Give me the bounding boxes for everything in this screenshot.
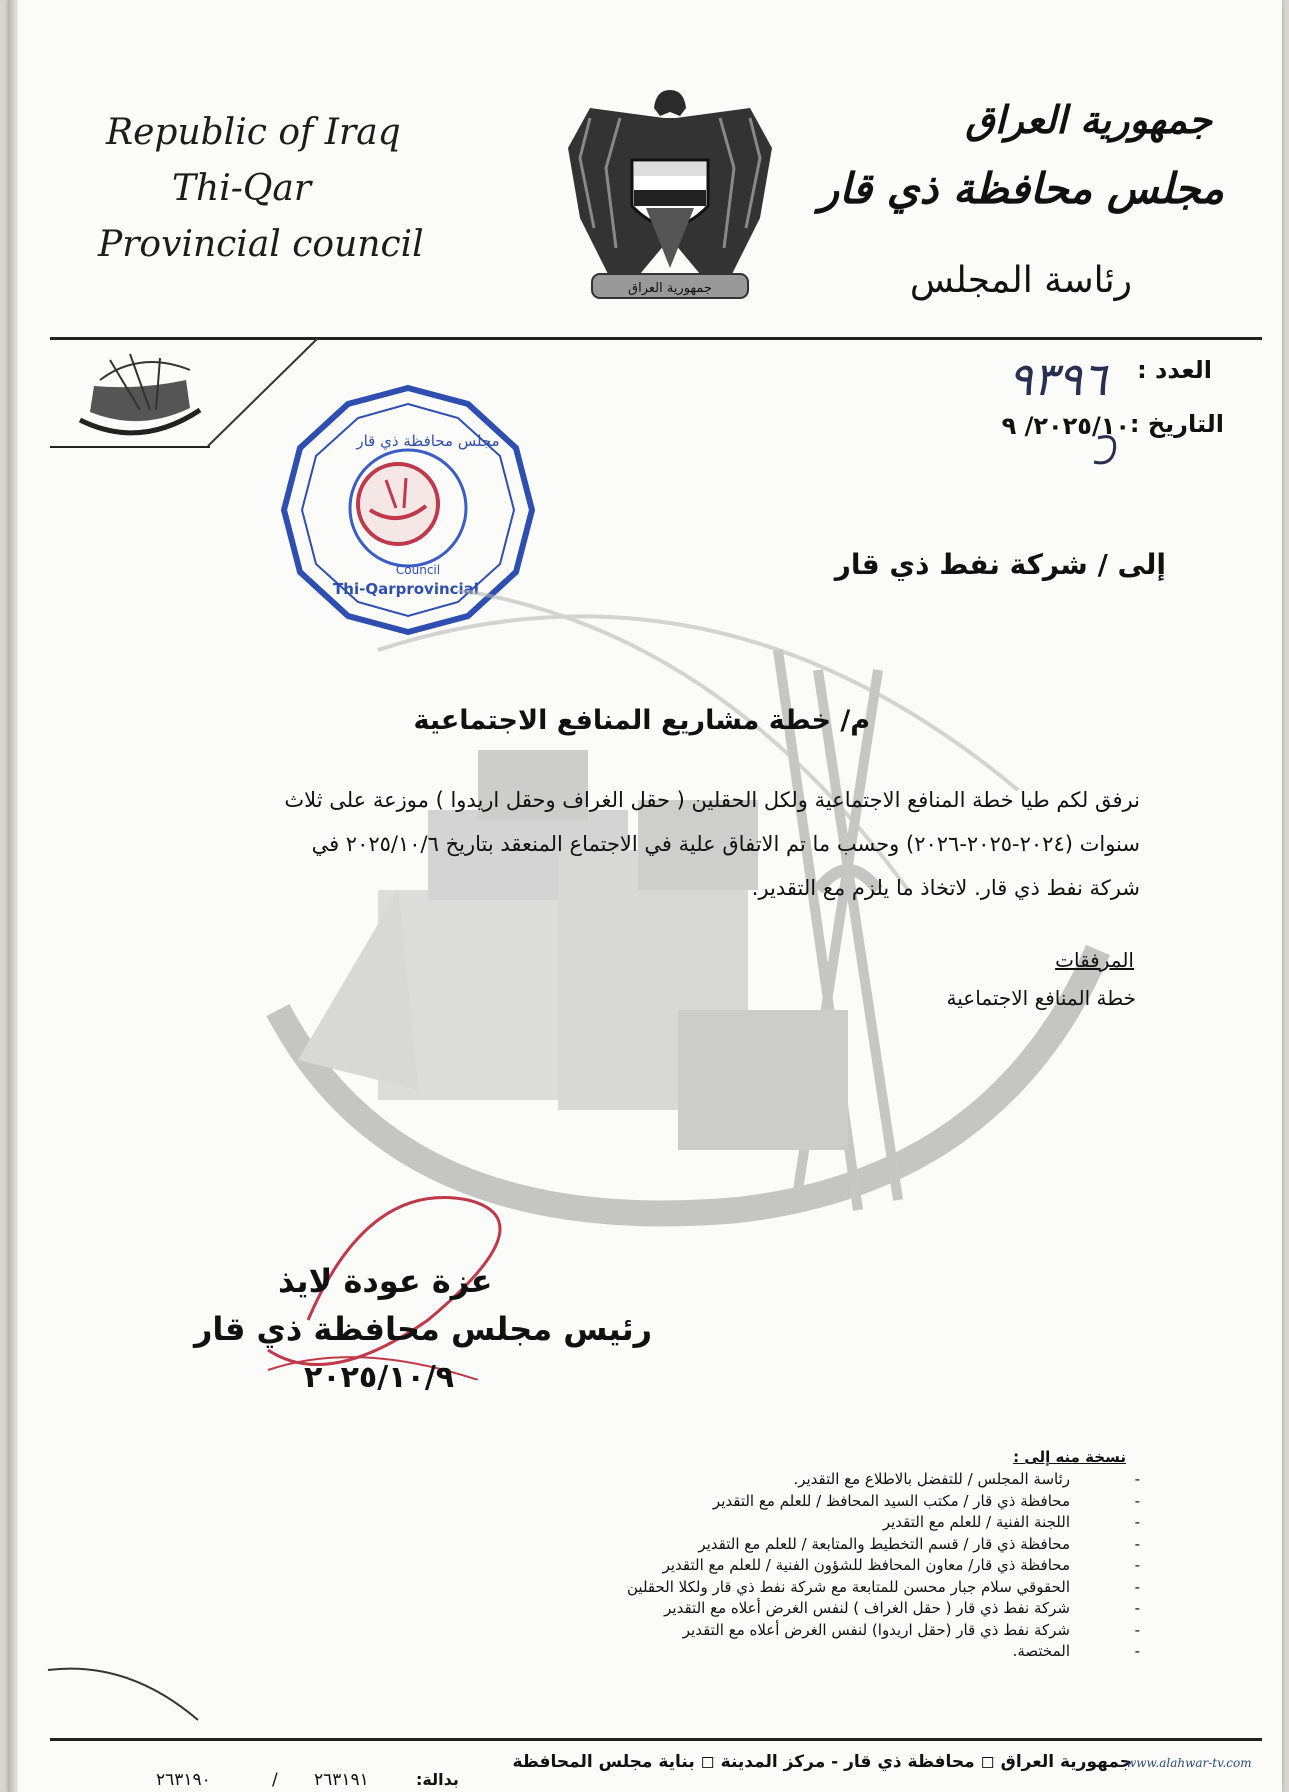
header-arabic-line-1: جمهورية العراق	[965, 98, 1212, 142]
footer-phone-1: ٢٦٣١٩١	[314, 1770, 369, 1790]
boat-logo-icon	[70, 350, 210, 440]
footer-address: جمهورية العراق ◻ محافظة ذي قار - مركز المدينة ◻ بناية مجلس المحافظة	[512, 1752, 1132, 1772]
body-line-1: نرفق لكم طيا خطة المنافع الاجتماعية ولكل الحقلين ( حقل الغراف وحقل اريدوا ) موزعة على ثلاث	[284, 788, 1140, 812]
page-edge-shadow	[8, 0, 18, 1792]
copies-list	[627, 1469, 1070, 1663]
signature-date: ٢٠٢٥/١٠/٩	[304, 1360, 455, 1395]
website-watermark[interactable]: www.alahwar-tv.com	[1126, 1756, 1252, 1770]
copies-item: اللجنة الفنية / للعلم مع التقدير -	[627, 1512, 1070, 1534]
header-arabic-line-2: مجلس محافظة ذي قار	[818, 164, 1224, 213]
attachments-item: خطة المنافع الاجتماعية	[946, 986, 1136, 1010]
copies-item: محافظة ذي قار / قسم التخطيط والمتابعة / للعلم مع التقدير -	[627, 1534, 1070, 1556]
footer-rule	[50, 1738, 1262, 1741]
copies-item: المختصة. -	[627, 1641, 1070, 1663]
copies-item: الحقوقي سلام جبار محسن للمتابعة مع شركة نفط ذي قار ولكلا الحقلين -	[627, 1577, 1070, 1599]
copies-item: شركة نفط ذي قار ( حقل الغراف ) لنفس الغرض أعلاه مع التقدير -	[627, 1598, 1070, 1620]
copies-item: رئاسة المجلس / للتفضل بالاطلاع مع التقدير. -	[627, 1469, 1070, 1491]
reference-date-label: التاريخ :	[1129, 410, 1224, 438]
header-rule-lower	[50, 446, 210, 448]
copies-label: نسخة منه إلى :	[1013, 1448, 1126, 1466]
document-page	[8, 0, 1282, 1792]
footer-phone-separator: /	[272, 1770, 278, 1790]
body-line-3: شركة نفط ذي قار. لاتخاذ ما يلزم مع التقدير.	[751, 876, 1140, 900]
signature-name: عزة عودة لايذ	[278, 1262, 493, 1300]
header-english-line-2: Thi-Qar	[172, 168, 312, 209]
header-english-line-3: Provincial council	[98, 224, 424, 265]
signature-title: رئيس مجلس محافظة ذي قار	[194, 1310, 653, 1348]
addressee: إلى / شركة نفط ذي قار	[834, 548, 1166, 581]
attachments-label: المرفقات	[1055, 948, 1134, 972]
stamp-sub-text: Council	[395, 563, 441, 577]
header-arabic-line-3: رئاسة المجلس	[909, 260, 1132, 301]
footer-phone-2: ٢٦٣١٩٠	[156, 1770, 211, 1790]
ziggurat-watermark	[258, 590, 1118, 1250]
footer-phone-label: بدالة:	[416, 1770, 459, 1789]
stamp-english-text: Thi-Qarprovincial	[333, 580, 479, 598]
copies-item: محافظة ذي قار / مكتب السيد المحافظ / للعلم مع التقدير -	[627, 1491, 1070, 1513]
header-english-line-1: Republic of Iraq	[106, 112, 401, 153]
body-line-2: سنوات (٢٠٢٤-٢٠٢٥-٢٠٢٦) وحسب ما تم الاتفاق علية في الاجتماع المنعقد بتاريخ ٢٠٢٥/١٠/٦ في	[311, 832, 1140, 856]
iraq-eagle-emblem-icon	[560, 78, 780, 308]
footer-curve	[8, 1650, 228, 1730]
reference-number-value: ٩٣٩٦	[1008, 352, 1107, 406]
stamp-arabic-text: مجلس محافظة ذي قار	[356, 432, 500, 450]
date-handwriting-mark	[1088, 430, 1138, 470]
subject-line: م/ خطة مشاريع المنافع الاجتماعية	[413, 705, 870, 736]
copies-item: شركة نفط ذي قار (حقل اريدوا) لنفس الغرض أعلاه مع التقدير -	[627, 1620, 1070, 1642]
reference-number-label: العدد :	[1137, 356, 1212, 384]
emblem-label: جمهورية العراق	[628, 281, 712, 296]
reference-date-value: ٢٠٢٥/١٠/ ٩	[1001, 412, 1130, 440]
copies-item: محافظة ذي قار/ معاون المحافظ للشؤون الفنية / للعلم مع التقدير -	[627, 1555, 1070, 1577]
